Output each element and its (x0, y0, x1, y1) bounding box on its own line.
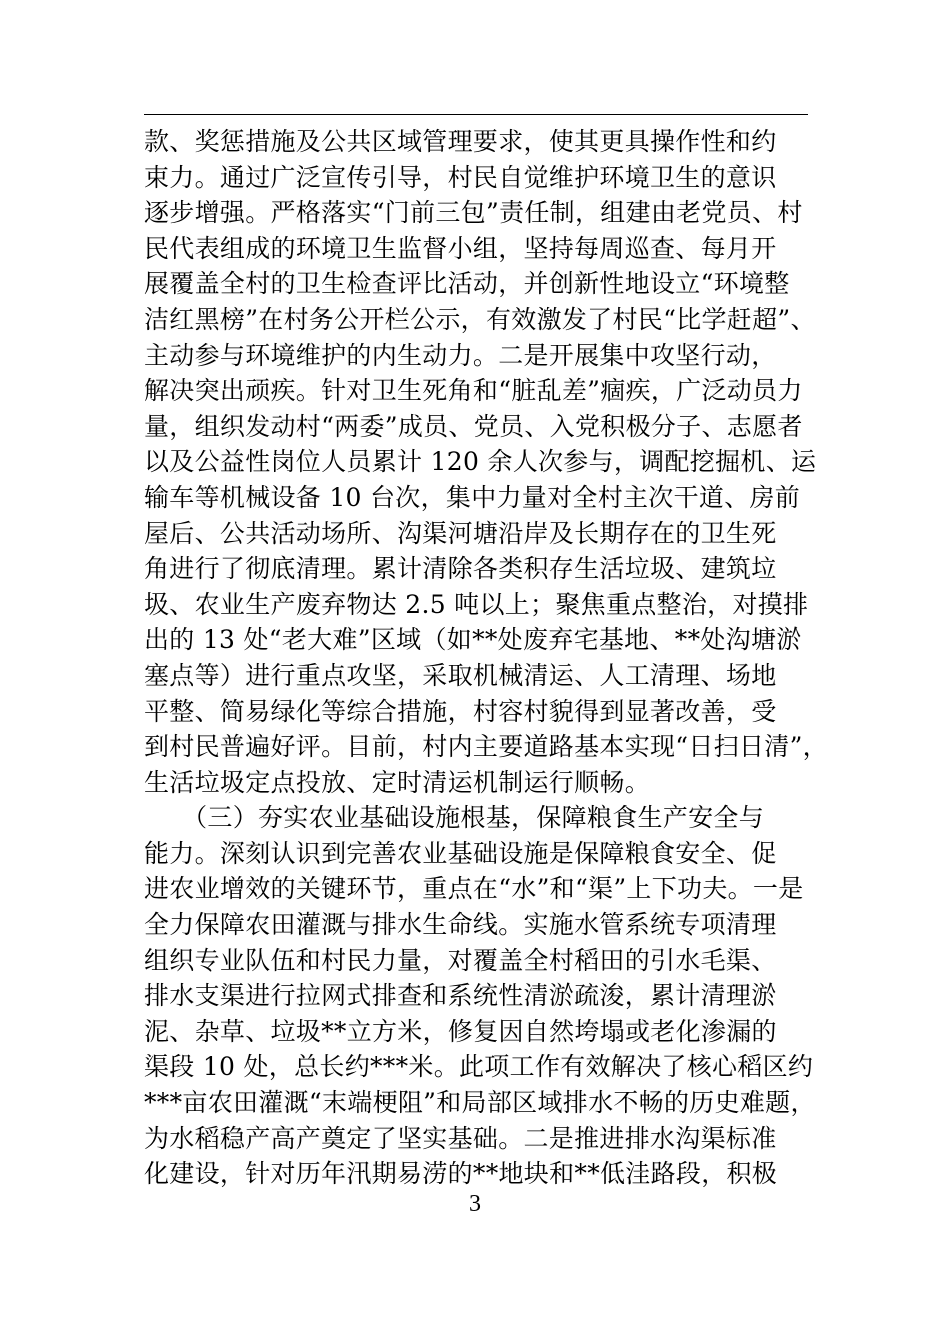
text-line: 能力。深刻认识到完善农业基础设施是保障粮食安全、促 (144, 838, 777, 868)
text-line: 圾、农业生产废弃物达 2.5 吨以上；聚焦重点整治，对摸排 (144, 589, 809, 619)
text-line: 洁红黑榜”在村务公开栏公示，有效激发了村民“比学赶超”、 (144, 304, 816, 334)
text-line: 平整、简易绿化等综合措施，村容村貌得到显著改善，受 (144, 696, 777, 726)
text-line: 出的 13 处“老大难”区域（如**处废弃宅基地、**处沟塘淤 (144, 625, 802, 655)
text-line: 到村民普遍好评。目前，村内主要道路基本实现“日扫日清”， (144, 732, 828, 762)
text-line: 泥、杂草、垃圾**立方米，修复因自然垮塌或老化渗漏的 (144, 1016, 777, 1046)
text-line: 全力保障农田灌溉与排水生命线。实施水管系统专项清理 (144, 910, 777, 940)
page-number: 3 (469, 1191, 481, 1217)
text-line: 屋后、公共活动场所、沟渠河塘沿岸及长期存在的卫生死 (144, 518, 777, 548)
text-line: 解决突出顽疾。针对卫生死角和“脏乱差”痼疾，广泛动员力 (144, 376, 803, 406)
text-line: 角进行了彻底清理。累计清除各类积存生活垃圾、建筑垃 (144, 554, 777, 584)
text-line: 以及公益性岗位人员累计 120 余人次参与，调配挖掘机、运 (144, 447, 817, 477)
text-line: 逐步增强。严格落实“门前三包”责任制，组建由老党员、村 (144, 198, 803, 228)
header-rule (144, 114, 808, 115)
text-line: 渠段 10 处，总长约***米。此项工作有效解决了核心稻区约 (144, 1052, 814, 1082)
text-line: 塞点等）进行重点攻坚，采取机械清运、人工清理、场地 (144, 660, 777, 690)
text-line: 民代表组成的环境卫生监督小组，坚持每周巡查、每月开 (144, 233, 777, 263)
text-line: 束力。通过广泛宣传引导，村民自觉维护环境卫生的意识 (144, 162, 777, 192)
text-line: 主动参与环境维护的内生动力。二是开展集中攻坚行动， (144, 340, 777, 370)
body-text (144, 124, 844, 1192)
text-line: 展覆盖全村的卫生检查评比活动，并创新性地设立“环境整 (144, 269, 790, 299)
text-line: 组织专业队伍和村民力量，对覆盖全村稻田的引水毛渠、 (144, 945, 777, 975)
section-heading-line: （三）夯实农业基础设施根基，保障粮食生产安全与 (144, 803, 765, 833)
text-line: 为水稻稳产高产奠定了坚实基础。二是推进排水沟渠标准 (144, 1123, 777, 1153)
text-line: 款、奖惩措施及公共区域管理要求，使其更具操作性和约 (144, 127, 777, 156)
text-line: 生活垃圾定点投放、定时清运机制运行顺畅。 (144, 767, 651, 797)
text-line: 进农业增效的关键环节，重点在“水”和“渠”上下功夫。一是 (144, 874, 804, 904)
text-line: 量，组织发动村“两委”成员、党员、入党积极分子、志愿者 (144, 411, 803, 441)
text-line: ***亩农田灌溉“末端梗阻”和局部区域排水不畅的历史难题， (144, 1088, 816, 1118)
text-line: 输车等机械设备 10 台次，集中力量对全村主次干道、房前 (144, 482, 801, 512)
text-line: 化建设，针对历年汛期易涝的**地块和**低洼路段，积极 (144, 1159, 778, 1189)
text-line: 排水支渠进行拉网式排查和系统性清淤疏浚，累计清理淤 (144, 981, 777, 1011)
